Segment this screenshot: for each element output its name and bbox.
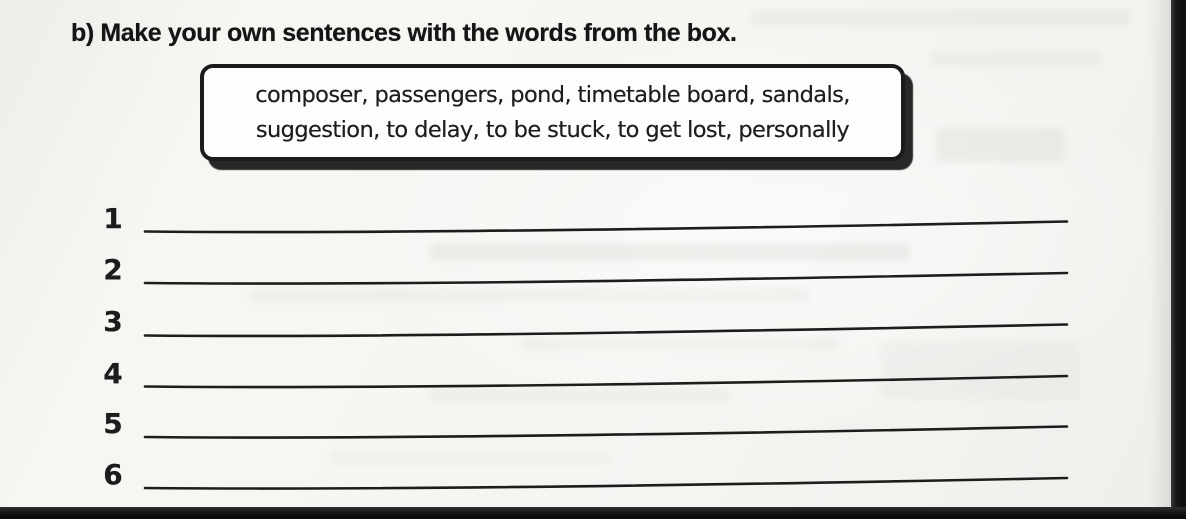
word-box-line-2: suggestion, to delay, to be stuck, to get lost, personally [255, 117, 850, 143]
line-number: 3 [103, 305, 123, 338]
answer-line-blank[interactable] [143, 374, 1069, 390]
scan-edge-right [1171, 0, 1186, 519]
answer-row-4 [96, 357, 1076, 401]
bleed-through-artifact [750, 10, 1130, 26]
page-edge-shading [1149, 0, 1171, 519]
scan-edge-bottom [0, 507, 1186, 519]
answer-row-3 [96, 305, 1076, 349]
answer-line-blank[interactable] [143, 322, 1069, 338]
exercise-heading: b) Make your own sentences with the words from the box. [71, 19, 737, 47]
word-box [200, 64, 905, 161]
answer-row-5 [96, 407, 1076, 451]
line-number: 4 [103, 357, 123, 390]
word-box-line-1: composer, passengers, pond, timetable board, sandals, [255, 82, 850, 108]
answer-line-blank[interactable] [143, 424, 1069, 440]
answer-row-6 [96, 458, 1076, 502]
answer-line-blank[interactable] [143, 219, 1069, 235]
answer-row-1 [96, 202, 1076, 246]
answer-row-2 [96, 253, 1076, 297]
answer-line-blank[interactable] [143, 270, 1069, 286]
line-number: 6 [103, 458, 123, 491]
answer-line-blank[interactable] [143, 475, 1069, 491]
line-number: 5 [103, 407, 123, 440]
line-number: 1 [103, 202, 123, 235]
bleed-through-artifact [930, 52, 1100, 66]
bleed-through-artifact [935, 128, 1065, 162]
line-number: 2 [103, 253, 123, 286]
